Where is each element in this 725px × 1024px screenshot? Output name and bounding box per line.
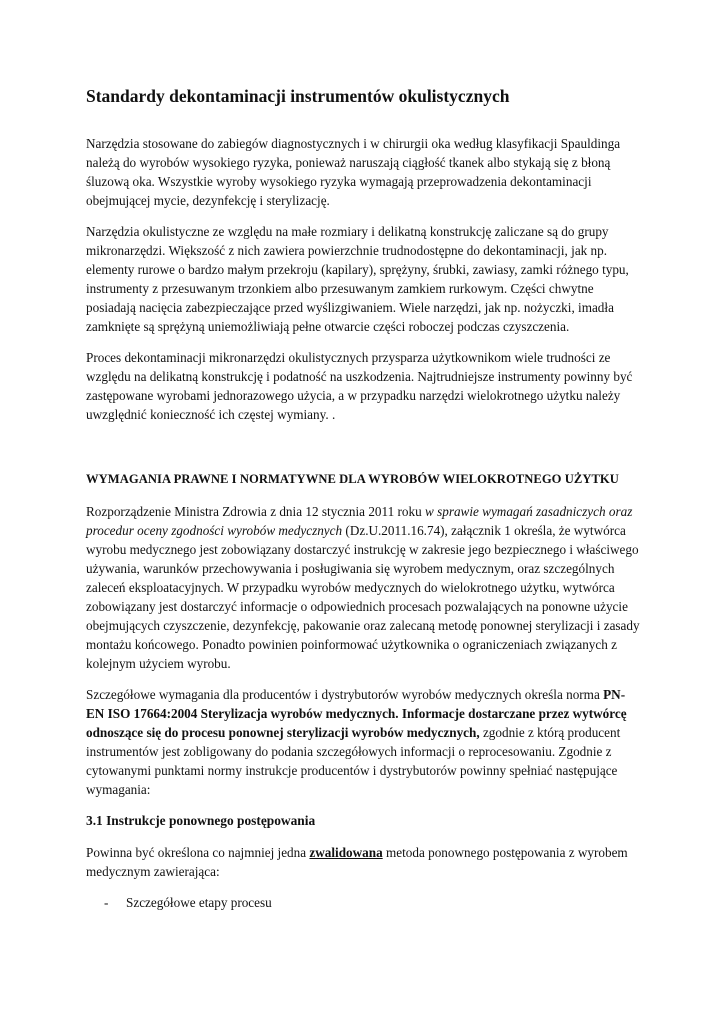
- list-item-text: Szczegółowe etapy procesu: [126, 895, 272, 910]
- method-text-rest: metoda ponownego postępowania z wyrobem medycznym zawierająca:: [86, 845, 628, 879]
- intro-paragraph-1: Narzędzia stosowane do zabiegów diagnostycznych i w chirurgii oka według klasyfikacji Spauldinga należą do wyrobów wysokiego ryzyka, ponieważ naruszają ciągłość tkanek albo stykają się z błoną śluzową oka. Wszystkie wyroby wysokiego ryzyka wymagają przeprowadzenia dekontaminacji obejmującej mycie, dezynfekcję i sterylizację.: [86, 136, 621, 208]
- norm-title-bold: PN-EN ISO 17664:2004 Sterylizacja wyrobów medycznych. Informacje dostarczane przez wytwórcę odnoszące się do procesu ponownej sterylizacji wyrobów medycznych,: [86, 687, 627, 740]
- regulation-text-rest: (Dz.U.2011.16.74), załącznik 1 określa, że wytwórca wyrobu medycznego jest zobowiązany dostarczyć instrukcję w zakresie jego bezpiecznego i właściwego używania, warunków przechowywania i posługiwania się wyrobem medycznym, oraz szczególnych zaleceń eksploatacyjnych. W przypadku wyrobów medycznych do wielokrotnego użytku, wytwórca zobowiązany jest dostarczyć informacje o odpowiednich procesach pozwalających na ponowne użycie obejmujących czyszczenie, dezynfekcję, pakowanie oraz zalecaną metodę ponownej sterylizacji i zasady montażu końcowego. Ponadto powinien poinformować użytkownika o ograniczeniach związanych z kolejnym użyciem wyrobu.: [86, 523, 640, 671]
- method-paragraph: [86, 843, 642, 881]
- section-spacer: [86, 436, 642, 470]
- section-heading: WYMAGANIA PRAWNE I NORMATYWNE DLA WYROBÓW WIELOKROTNEGO UŻYTKU: [86, 472, 619, 486]
- norm-paragraph: [86, 685, 642, 799]
- document-body: [86, 84, 642, 912]
- norm-text-rest: zgodnie z którą producent instrumentów jest zobligowany do podania szczegółowych informacji o reprocesowaniu. Zgodnie z cytowanymi punktami normy instrukcje producentów i dystrybutorów powinny spełniać następujące wymagania:: [86, 725, 621, 797]
- method-text-start: Powinna być określona co najmniej jedna: [86, 845, 310, 860]
- norm-text-start: Szczegółowe wymagania dla producentów i dystrybutorów wyrobów medycznych określa norma: [86, 687, 604, 702]
- subsection-heading: 3.1 Instrukcje ponownego postępowania: [86, 813, 316, 828]
- document-title: Standardy dekontaminacji instrumentów okulistycznych: [86, 86, 510, 106]
- intro-paragraph-3: Proces dekontaminacji mikronarzędzi okulistycznych przysparza użytkownikom wiele trudności ze względu na delikatną konstrukcję i podatność na uszkodzenia. Najtrudniejsze instrumenty powinny być zastępowane wyrobami jednorazowego użycia, a w przypadku narzędzi wielokrotnego użytku należy uwzględnić konieczność ich częstej wymiany. .: [86, 350, 633, 422]
- regulation-paragraph: [86, 502, 642, 673]
- validated-term: zwalidowana: [309, 845, 383, 860]
- list-marker: -: [104, 895, 109, 910]
- regulation-text-start: Rozporządzenie Ministra Zdrowia z dnia 12 stycznia 2011 roku: [86, 504, 425, 519]
- list-item: [86, 893, 642, 912]
- regulation-title-italic: w sprawie wymagań zasadniczych oraz procedur oceny zgodności wyrobów medycznych: [86, 504, 633, 538]
- intro-paragraph-2: Narzędzia okulistyczne ze względu na małe rozmiary i delikatną konstrukcję zaliczane są do grupy mikronarzędzi. Większość z nich zawiera powierzchnie trudnodostępne do dekontaminacji, jak np. elementy rurowe o bardzo małym przekroju (kapilary), sprężyny, śrubki, zawiasy, zamki różnego typu, instrumenty z przesuwanym trzonkiem albo przesuwanym zamkiem rurkowym. Części chwytne posiadają nacięcia zabezpieczające przed wyślizgiwaniem. Wiele narzędzi, jak np. nożyczki, imadła zamknięte są sprężyną uniemożliwiają pełne otwarcie części roboczej podczas czyszczenia.: [86, 224, 629, 334]
